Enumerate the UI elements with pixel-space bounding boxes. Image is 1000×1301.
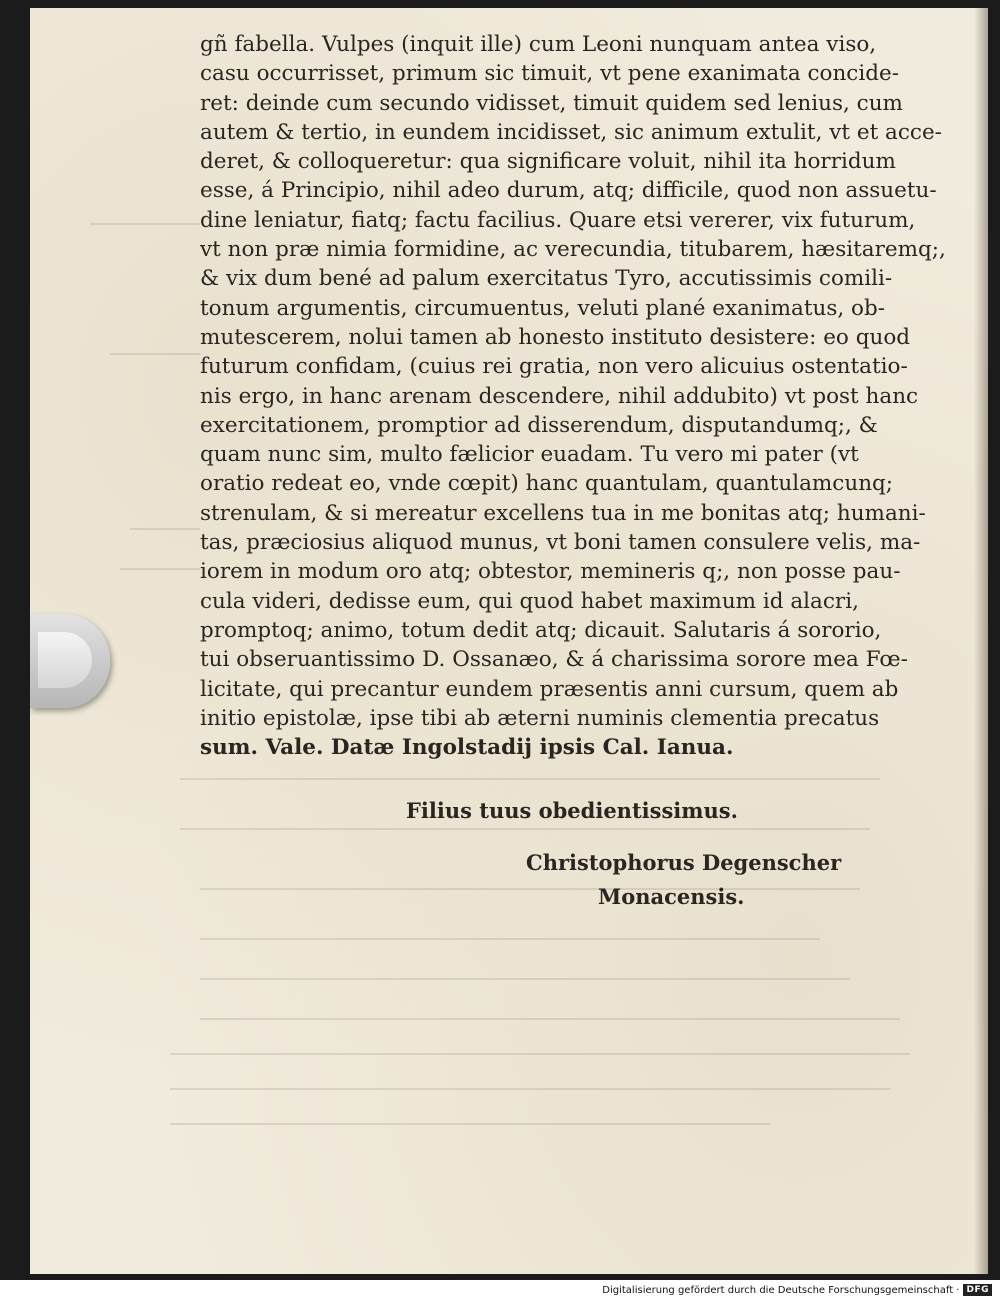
letter-line: nis ergo, in hanc arenam descendere, nihil addubito) vt post hanc xyxy=(200,383,919,409)
book-page xyxy=(30,8,988,1274)
letter-line: dine leniatur, fiatq; factu facilius. Quare etsi vererer, vix futurum, xyxy=(200,207,916,233)
signature-closing: Filius tuus obedientissimus. xyxy=(406,798,738,823)
letter-line: mutescerem, nolui tamen ab honesto instituto desistere: eo quod xyxy=(200,324,911,350)
letter-line: ret: deinde cum secundo vidisset, timuit quidem sed lenius, cum xyxy=(200,90,903,116)
letter-line: esse, á Principio, nihil adeo durum, atq; difficile, quod non assuetu- xyxy=(200,178,937,204)
letter-body xyxy=(200,30,946,762)
letter-line: licitate, qui precantur eundem præsentis anni cursum, quem ab xyxy=(200,676,899,702)
paper-clip xyxy=(30,614,110,708)
letter-line: vt non præ nimia formidine, ac verecundia, titubarem, hæsitaremq;, xyxy=(200,237,946,263)
digitization-footer xyxy=(602,1281,992,1299)
signature-origin: Monacensis. xyxy=(598,884,745,909)
letter-line: & vix dum bené ad palum exercitatus Tyro, accutissimis comili- xyxy=(200,266,893,292)
letter-line: autem & tertio, in eundem incidisset, sic animum extulit, vt et acce- xyxy=(200,119,942,145)
letter-line: exercitationem, promptior ad disserendum, disputandumq;, & xyxy=(200,412,878,438)
letter-line: tonum argumentis, circumuentus, veluti plané exanimatus, ob- xyxy=(200,295,886,321)
letter-line: promptoq; animo, totum dedit atq; dicauit. Salutaris á sororio, xyxy=(200,617,882,643)
letter-line: oratio redeat eo, vnde cœpit) hanc quantulam, quantulamcunq; xyxy=(200,471,894,497)
dfg-logo: DFG xyxy=(963,1284,992,1296)
signature-name: Christophorus Degenscher xyxy=(526,850,842,875)
letter-line: casu occurrisset, primum sic timuit, vt pene exanimata concide- xyxy=(200,61,899,87)
letter-line: quam nunc sim, multo fælicior euadam. Tu vero mi pater (vt xyxy=(200,442,859,468)
letter-line: iorem in modum oro atq; obtestor, memineris q;, non posse pau- xyxy=(200,559,901,585)
letter-line: cula videri, dedisse eum, qui quod habet maximum id alacri, xyxy=(200,588,859,614)
letter-line: gñ fabella. Vulpes (inquit ille) cum Leoni nunquam antea viso, xyxy=(200,32,877,57)
letter-line: futurum confidam, (cuius rei gratia, non vero alicuius ostentatio- xyxy=(200,354,908,380)
letter-line: sum. Vale. Datæ Ingolstadij ipsis Cal. Ianua. xyxy=(200,735,734,761)
letter-line: deret, & colloqueretur: qua significare voluit, nihil ita horridum xyxy=(200,149,896,175)
spine-shadow xyxy=(974,8,988,1274)
letter-line: tas, præciosius aliquod munus, vt boni tamen consulere velis, ma- xyxy=(200,530,921,556)
letter-line: tui obseruantissimo D. Ossanæo, & á charissima sorore mea Fœ- xyxy=(200,647,908,673)
funding-credit: Digitalisierung gefördert durch die Deutsche Forschungsgemeinschaft · xyxy=(602,1284,960,1296)
letter-line: strenulam, & si mereatur excellens tua in me bonitas atq; humani- xyxy=(200,500,926,526)
letter-line: initio epistolæ, ipse tibi ab æterni numinis clementia precatus xyxy=(200,705,880,731)
